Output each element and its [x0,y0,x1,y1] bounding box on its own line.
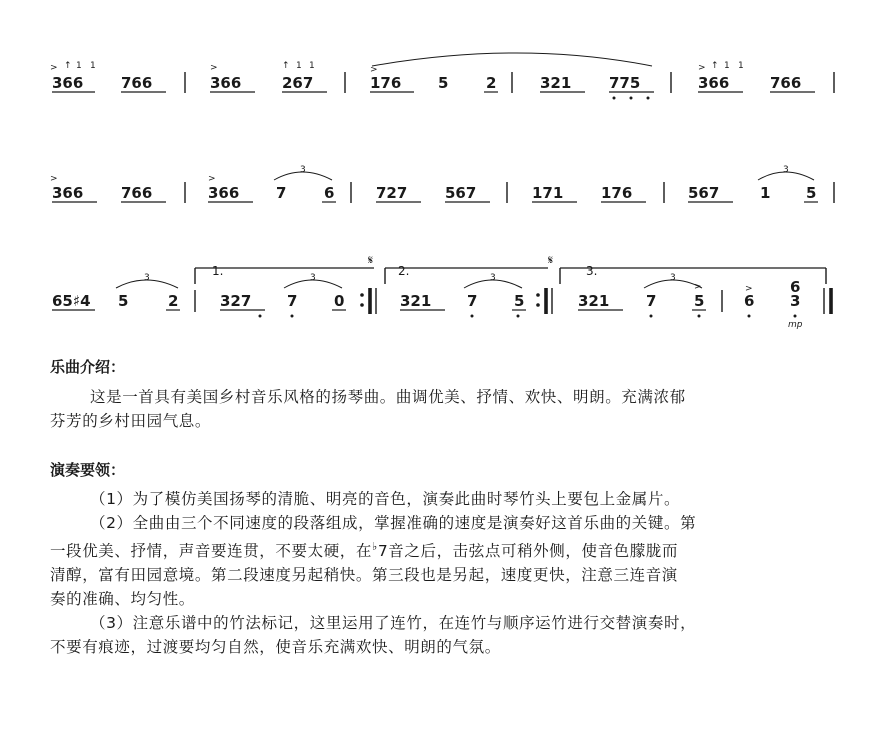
flat-sign: ♭ [372,540,378,553]
accent-mark: > [745,284,753,294]
measure-r3-m5 [744,278,831,330]
volta-label: 2. [398,264,410,278]
repeat-dot [360,293,364,297]
stroke-mark: 1 [309,61,315,71]
music-score [0,0,885,345]
octave-dot [647,97,650,100]
tips-body [50,487,840,659]
accent-mark: > [370,65,378,75]
intro-heading: 乐曲介绍： [50,358,126,376]
note-group: 766 [121,184,153,202]
triplet-mark: 3 [670,273,676,283]
note-group: 366 [52,184,84,202]
tips-line-6: （3）注意乐谱中的竹法标记，这里运用了连竹，在连竹与顺序运竹进行交替演奏时， [90,614,697,633]
score-row-2 [50,165,834,203]
segno-mark: 𝄋 [368,253,374,267]
measure-r2-m2 [208,165,351,203]
note-group: 176 [370,74,402,92]
measure-r3-m3 [400,273,552,318]
dynamic-mark: mp [788,320,803,330]
note: 7 [467,292,478,310]
octave-dot [698,315,701,318]
note-group: 321 [540,74,572,92]
tips-line-4: 清醇，富有田园意境。第二段速度另起稍快。第三段也是另起，速度更快，注意三连音演 [50,566,678,585]
triplet-mark: 3 [310,273,316,283]
note-group: 65♯4 [52,292,91,310]
tips-heading: 演奏要领： [50,461,126,479]
octave-dot [794,315,797,318]
intro-line-2: 芬芳的乡村田园气息。 [50,412,212,430]
note-group: 321 [400,292,432,310]
stroke-mark: 1 [738,61,744,71]
repeat-dot [536,293,540,297]
repeat-dot [536,303,540,307]
repeat-dot [360,303,364,307]
octave-dot [613,97,616,100]
intro-line-1: 这是一首具有美国乡村音乐风格的扬琴曲。曲调优美、抒情、欢快、明朗。充满浓郁 [90,388,686,406]
stroke-mark: 1 [90,61,96,71]
measure-r2-m5 [688,165,834,203]
stroke-mark: ↑ [64,61,72,71]
stroke-mark: 1 [296,61,302,71]
measure-r3-m1 [52,273,195,312]
chord-bottom: 3 [790,292,801,310]
accent-mark: > [208,174,216,184]
octave-dot [259,315,262,318]
octave-dot [650,315,653,318]
accent-mark: > [694,282,702,292]
volta-label: 3. [586,264,598,278]
score-row-1 [50,53,834,100]
measure-r1-m1 [50,61,185,93]
measure-r1-m4 [540,72,671,100]
measure-r1-m5 [698,61,834,93]
triplet-mark: 3 [144,273,150,283]
note: 5 [514,292,525,310]
measure-r2-m4 [532,182,664,203]
note: 1 [760,184,771,202]
note-group: 366 [210,74,242,92]
note: 7 [646,292,657,310]
stroke-mark: ↑ [282,61,290,71]
tips-line-1: （1）为了模仿美国扬琴的清脆、明亮的音色，演奏此曲时琴竹头上要包上金属片。 [90,490,681,508]
octave-dot [471,315,474,318]
octave-dot [291,315,294,318]
note-group: 176 [601,184,633,202]
note-group: 766 [770,74,802,92]
measure-r3-m2 [220,273,376,318]
accent-mark: > [698,63,706,73]
measure-r3-m4 [578,273,722,318]
note-group: 366 [52,74,84,92]
note: 5 [806,184,817,202]
note-group: 567 [688,184,720,202]
accent-mark: > [50,63,58,73]
note: 5 [438,74,449,92]
note: 7 [276,184,287,202]
note: 5 [118,292,129,310]
note: 7 [287,292,298,310]
triplet-mark: 3 [490,273,496,283]
note: 2 [168,292,179,310]
tips-section [50,459,840,480]
note-group: 327 [220,292,252,310]
accent-mark: > [50,174,58,184]
note-group: 171 [532,184,564,202]
note: 6 [744,292,755,310]
intro-body [50,385,840,433]
stroke-mark: 1 [724,61,730,71]
stroke-mark: 1 [76,61,82,71]
note-group: 366 [208,184,240,202]
accent-mark: > [210,63,218,73]
note-group: 267 [282,74,314,92]
volta-bracket-3 [560,264,826,284]
volta-label: 1. [212,264,224,278]
note: 6 [324,184,335,202]
triplet-mark: 3 [300,165,306,175]
intro-section [50,356,840,377]
note-group: 366 [698,74,730,92]
segno-mark: 𝄋 [548,253,554,267]
tips-line-5: 奏的准确、均匀性。 [50,590,195,609]
note-group: 727 [376,184,408,202]
triplet-mark: 3 [783,165,789,175]
note: 0 [334,292,345,310]
measure-r2-m3 [376,182,507,203]
tips-line-3: 一段优美、抒情，声音要连贯，不要太硬，在♭7音之后，击弦点可稍外侧，使音色朦胧而 [50,540,679,561]
stroke-mark: ↑ [711,61,719,71]
slur [372,53,652,66]
note-group: 567 [445,184,477,202]
tips-line-7: 不要有痕迹，过渡要均匀自然，使音乐充满欢快、明朗的气氛。 [50,638,501,657]
note: 2 [486,74,497,92]
measure-r1-m2 [210,61,345,93]
score-row-3 [52,253,831,330]
note: 5 [694,292,705,310]
note-group: 775 [609,74,641,92]
note-group: 766 [121,74,153,92]
chord-top: 6 [790,278,801,296]
measure-r2-m1 [50,174,185,203]
octave-dot [517,315,520,318]
volta-bracket-2 [385,264,548,284]
octave-dot [748,315,751,318]
octave-dot [630,97,633,100]
tips-line-2: （2）全曲由三个不同速度的段落组成，掌握准确的速度是演奏好这首乐曲的关键。第 [90,514,697,532]
note-group: 321 [578,292,610,310]
volta-bracket-1 [195,264,374,284]
